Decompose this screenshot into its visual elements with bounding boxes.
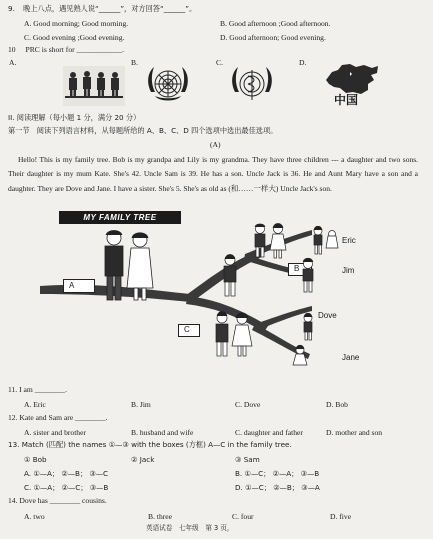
q9-option-a: A. Good morning; Good morning. [24, 19, 129, 28]
section-2-part1: 第一节 阅读下列语言材料，从每题所给的 A、B、C、D 四个选项中选出最佳选项。 [8, 126, 278, 135]
q14-option-a: A. two [24, 512, 45, 521]
q11-stem [8, 386, 67, 395]
q14-text: Dove has ________ cousins. [19, 496, 107, 505]
passage-text: Hello! This is my family tree. Bob is my grandpa and Lily is my grandma. They have three children --- a daughter and two sons. Their daughter is my mum Kate. She's 42. Uncle Sam is 39. He has a son. Uncle Jack is 36. He and Aunt Mary have a son and a daughter. They are Dove and Jane. I have a sister. She's 5. She's as old as (和……一样大) Uncle Jack's son. [8, 155, 418, 193]
q9-number: 9. [8, 4, 15, 13]
china-text: 中国 [334, 93, 359, 107]
q13-option-b: B. ①—C； ②—A； ③—B [235, 469, 320, 478]
q12-option-c: C. daughter and father [235, 428, 303, 437]
q11-option-d: D. Bob [326, 400, 348, 409]
q12-option-b: B. husband and wife [131, 428, 194, 437]
section-2-title: II. 阅读理解（每小题 1 分，满分 20 分） [8, 113, 141, 122]
q10-option-d: D. [299, 58, 307, 67]
q13-number: 13. [8, 440, 20, 449]
q14-option-b: B. three [148, 512, 173, 521]
who-emblem-icon [228, 62, 276, 110]
q13-stem [8, 441, 292, 449]
q14-option-d: D. five [330, 512, 352, 521]
q14-stem [8, 497, 107, 506]
q12-stem [8, 414, 107, 423]
page-footer: 英语试卷 七年级 第 3 页， [146, 524, 234, 532]
tree-box-c [178, 324, 200, 337]
q14-option-c: C. four [232, 512, 254, 521]
q11-number: 11. [8, 385, 18, 394]
q14-number: 14. [8, 496, 18, 505]
q9-option-c: C. Good evening ;Good evening. [24, 33, 125, 42]
q13-name-3: ③ Sam [235, 455, 260, 464]
q10-stem [8, 46, 124, 55]
q10-number: 10 [8, 45, 16, 54]
q9-option-b: B. Good afternoon ;Good afternoon. [220, 19, 331, 28]
q10-text: PRC is short for ____________. [25, 45, 125, 54]
tree-box-b-label: B [294, 264, 300, 273]
q10-option-c: C. [216, 58, 223, 67]
q13-option-c: C. ①—A； ②—C； ③—B [24, 483, 109, 492]
sam-family-figures [216, 252, 326, 302]
q13-option-a: A. ①—A； ②—B； ③—C [24, 469, 109, 478]
tree-name-jim: Jim [342, 266, 355, 275]
q12-text: Kate and Sam are ________. [19, 413, 108, 422]
tree-box-a-label: A [69, 281, 75, 290]
q9-option-d: D. Good afternoon; Good evening. [220, 33, 326, 42]
passage-label: (A) [210, 140, 221, 149]
q11-option-a: A. Eric [24, 400, 46, 409]
un-emblem-icon [143, 62, 193, 110]
tree-name-dove: Dove [318, 311, 337, 320]
grandparents-figures [98, 228, 158, 308]
q12-option-a: A. sister and brother [24, 428, 86, 437]
tree-box-c-label: C [184, 325, 190, 334]
china-map-icon [324, 62, 380, 96]
q11-option-c: C. Dove [235, 400, 261, 409]
tree-name-jane: Jane [342, 353, 360, 362]
q12-number: 12. [8, 413, 18, 422]
tree-name-eric: Eric [342, 236, 356, 245]
q9-stem [8, 5, 196, 13]
q9-text: 晚上八点，遇见熟人说“______”，对方回答“______”。 [23, 4, 197, 13]
q10-option-a: A. [9, 58, 17, 67]
q13-name-1: ① Bob [24, 455, 47, 464]
tree-box-a [63, 279, 95, 293]
q13-option-d: D. ①—C； ②—B； ③—A [235, 483, 320, 492]
q13-text: Match (匹配) the names ①—③ with the boxes (方框) A—C in the family tree. [21, 440, 292, 449]
family-tree-title: MY FAMILY TREE [59, 211, 181, 224]
soldiers-image [63, 66, 125, 106]
q12-option-d: D. mother and son [326, 428, 383, 437]
q11-option-b: B. Jim [131, 400, 151, 409]
q11-text: I am ________. [19, 385, 68, 394]
q13-name-2: ② Jack [131, 455, 155, 464]
q10-option-b: B. [131, 58, 138, 67]
